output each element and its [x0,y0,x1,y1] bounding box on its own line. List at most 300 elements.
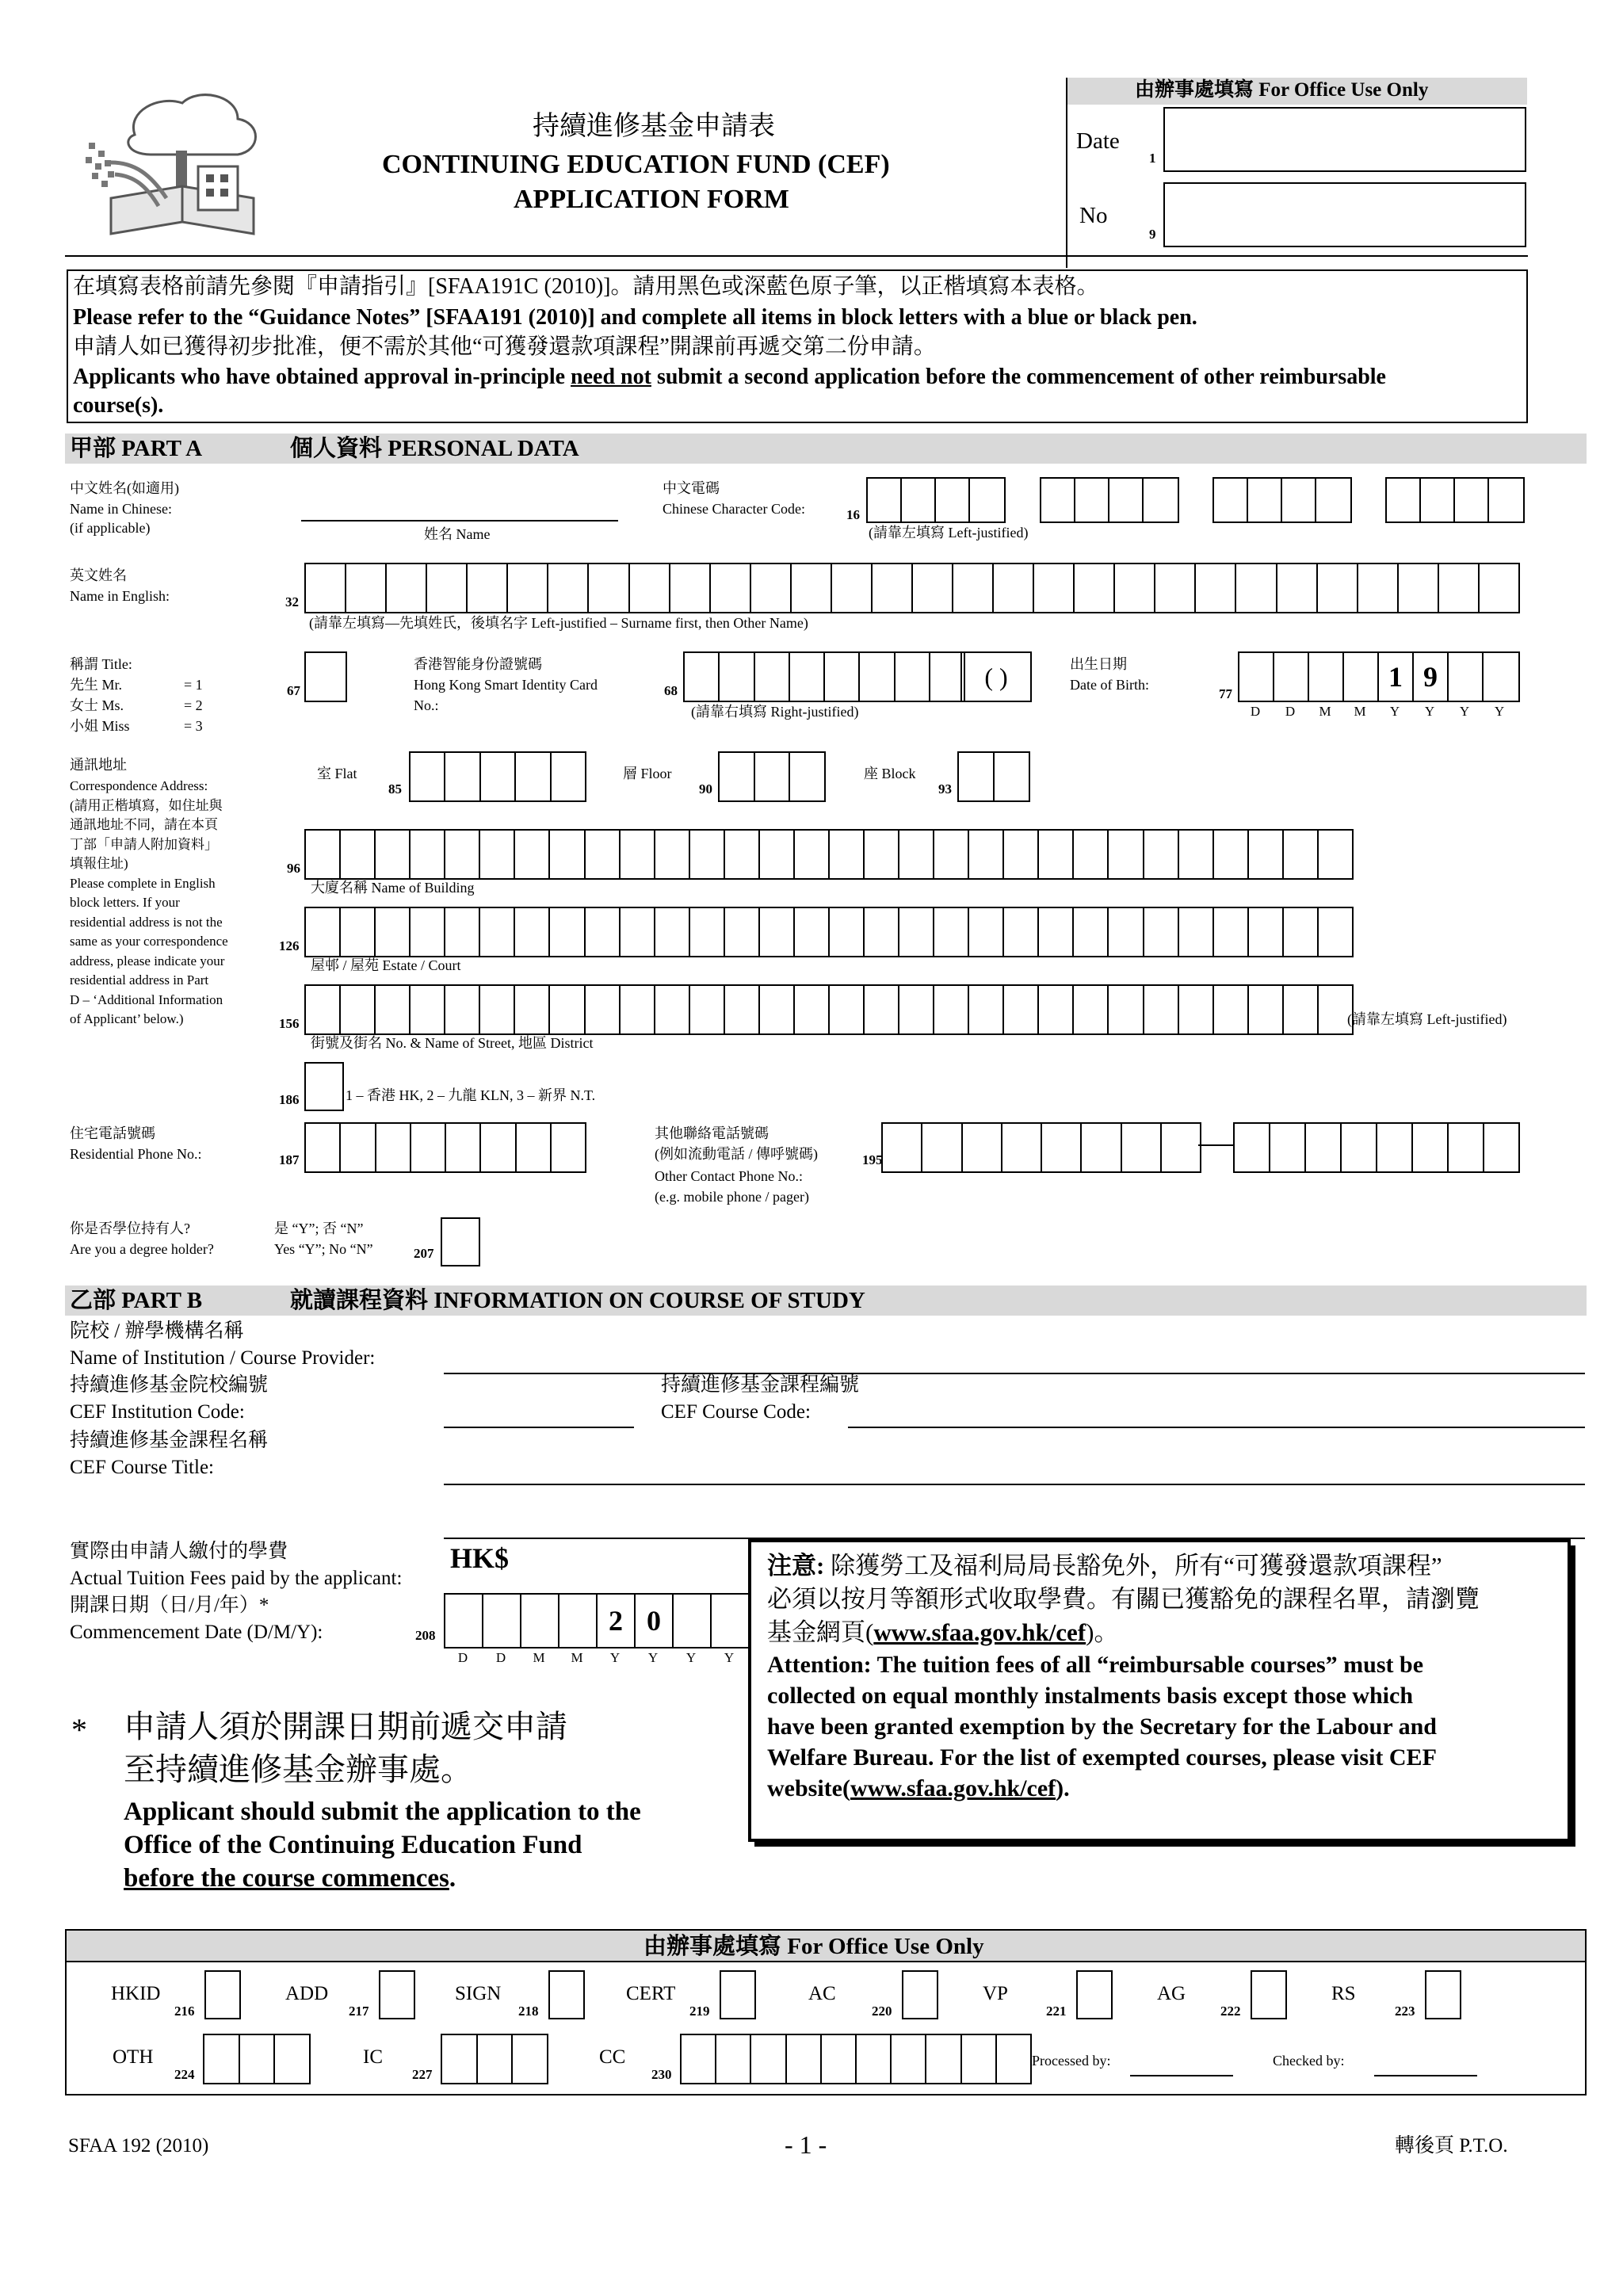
char-cell[interactable] [685,653,720,701]
dob-letter: Y [1494,704,1505,719]
office-date-field[interactable] [1163,107,1526,172]
char-cell[interactable] [508,564,548,612]
char-cell[interactable] [1319,831,1352,878]
course-title-field-1[interactable] [444,1484,1585,1485]
char-cell[interactable] [515,831,550,878]
block-label: 座 Block [864,766,916,781]
char-cell[interactable] [1144,986,1179,1033]
char-cell[interactable] [690,908,725,956]
char-cell[interactable] [480,986,515,1033]
char-cell[interactable] [306,908,341,956]
char-cell[interactable] [346,564,387,612]
char-cell[interactable] [1484,1124,1518,1171]
office-check-box[interactable] [204,1970,241,2019]
char-cell[interactable] [341,831,376,878]
hkid-check-digit-box[interactable] [960,651,1032,702]
char-cell[interactable] [306,1124,341,1171]
char-cell[interactable] [1284,831,1319,878]
fees-label-en: Actual Tuition Fees paid by the applicant: [70,1568,403,1589]
char-cell[interactable] [1214,831,1249,878]
cc-label: CC [599,2046,626,2068]
title-miss: 小姐 Miss [70,718,130,734]
title-box[interactable] [304,651,347,702]
char-cell[interactable] [830,986,865,1033]
char-cell[interactable] [306,564,346,612]
addr-desc-line: D – ‘Additional Information [70,991,223,1007]
cc-boxes[interactable] [680,2034,1032,2084]
char-cell[interactable] [548,564,589,612]
char-cell[interactable] [1002,1124,1042,1171]
name-zh-field[interactable] [301,520,618,521]
char-cell[interactable] [1319,908,1352,956]
char-cell[interactable] [997,2035,1030,2083]
course-code-field[interactable] [848,1427,1585,1428]
char-cell[interactable] [1179,908,1214,956]
char-cell[interactable] [760,986,795,1033]
commence-code: 208 [415,1628,436,1643]
char-cell[interactable] [1249,908,1284,956]
office-no-field[interactable] [1163,182,1526,247]
char-cell[interactable] [376,908,411,956]
char-cell[interactable] [857,2035,892,2083]
char-cell[interactable] [725,908,760,956]
char-cell[interactable] [550,831,585,878]
char-cell[interactable] [275,2035,309,2083]
office-check-label: CERT [626,1983,676,2004]
submit-en-3: before the course commences [124,1864,449,1893]
dob-letter: Y [1389,704,1400,719]
street-boxes[interactable] [304,984,1354,1035]
char-cell[interactable] [1004,831,1039,878]
char-cell[interactable] [552,1124,585,1171]
fees-currency: HK$ [450,1542,510,1574]
char-cell[interactable] [1284,986,1319,1033]
part-a-heading-right: 個人資料 PERSONAL DATA [290,436,579,461]
char-cell[interactable] [1236,564,1277,612]
char-cell[interactable] [586,908,621,956]
char-cell[interactable] [1399,564,1439,612]
char-cell[interactable] [1042,1124,1082,1171]
char-cell[interactable] [969,831,1004,878]
char-cell[interactable] [1082,1124,1121,1171]
hkid-check-digit: ( ) [984,662,1008,691]
char-cell[interactable] [969,908,1004,956]
char-cell[interactable] [446,1124,481,1171]
char-cell[interactable] [516,753,551,800]
char-cell[interactable] [306,1064,342,1110]
char-cell[interactable] [865,986,899,1033]
processed-by-field[interactable] [1130,2075,1233,2076]
attention-en-line-3: have been granted exemption by the Secretary for the Labour and [767,1713,1437,1740]
inst-code-label-zh: 持續進修基金院校編號 [70,1374,269,1396]
char-cell[interactable] [306,831,341,878]
char-cell[interactable] [306,653,346,701]
char-cell[interactable] [899,831,934,878]
char-cell[interactable] [655,986,690,1033]
other-phone-label-1: 其他聯絡電話號碼 [655,1125,769,1141]
attention-en-line-4: Welfare Bureau. For the list of exempted courses, please visit CEF [767,1744,1437,1771]
course-code-label-en: CEF Course Code: [661,1401,811,1423]
char-cell[interactable] [1039,831,1074,878]
char-cell[interactable] [1214,986,1249,1033]
char-cell[interactable] [515,986,550,1033]
char-cell[interactable] [1109,908,1144,956]
title-ms: 女士 Ms. [70,697,124,713]
char-cell[interactable] [865,831,899,878]
char-cell[interactable] [926,2035,961,2083]
char-cell[interactable] [1004,986,1039,1033]
note-line-3: 申請人如已獲得初步批准，便不需於其他“可獲發還款項課程”開課前再遞交第二份申請。 [73,334,936,359]
char-cell[interactable] [913,564,953,612]
district-code: 186 [279,1092,300,1107]
char-cell[interactable] [899,986,934,1033]
char-cell[interactable] [513,2035,547,2083]
char-cell[interactable] [670,564,711,612]
addr-description [70,777,268,1030]
char-cell[interactable] [621,986,655,1033]
char-cell[interactable] [1039,908,1074,956]
char-cell[interactable] [716,2035,751,2083]
name-en-label-2: Name in English: [70,588,170,604]
char-cell[interactable] [760,908,795,956]
office-check-label: HKID [111,1983,161,2004]
submit-en-line-2: Office of the Continuing Education Fund [124,1831,582,1859]
char-cell[interactable] [1004,908,1039,956]
inst-code-field[interactable] [444,1427,634,1428]
degree-box[interactable] [441,1217,480,1266]
char-cell[interactable] [411,1124,446,1171]
char-cell[interactable] [720,653,754,701]
char-cell[interactable] [411,908,445,956]
ccc-boxes-2[interactable] [1040,477,1179,523]
oth-boxes[interactable] [203,2034,311,2084]
char-cell[interactable] [953,564,994,612]
char-cell[interactable] [934,831,969,878]
char-cell[interactable] [1277,564,1318,612]
part-b-heading-left: 乙部 PART B [70,1288,203,1313]
char-cell[interactable] [1214,908,1249,956]
char-cell[interactable] [1109,986,1144,1033]
char-cell[interactable] [1270,1124,1306,1171]
ic-label: IC [363,2046,383,2068]
office-check-box[interactable] [379,1970,415,2019]
char-cell[interactable] [725,831,760,878]
title-en-1: CONTINUING EDUCATION FUND (CEF) [382,150,890,179]
char-cell[interactable] [411,753,445,800]
char-cell[interactable] [711,564,751,612]
office-check-code: 216 [174,2004,195,2019]
char-cell[interactable] [760,831,795,878]
name-en-code: 32 [285,594,299,609]
char-cell[interactable] [445,753,480,800]
char-cell[interactable] [1179,986,1214,1033]
char-cell[interactable] [720,753,755,800]
char-cell[interactable] [969,986,1004,1033]
char-cell[interactable] [621,831,655,878]
char-cell[interactable] [445,831,480,878]
char-cell[interactable] [1115,564,1155,612]
char-cell[interactable] [922,1124,962,1171]
char-cell[interactable] [1074,831,1109,878]
char-cell[interactable] [1318,564,1358,612]
char-cell[interactable] [376,831,411,878]
char-cell[interactable] [1249,831,1284,878]
office-check-box[interactable] [720,1970,756,2019]
char-cell[interactable] [376,986,411,1033]
commence-label-en: Commencement Date (D/M/Y): [70,1622,323,1643]
attention-box-shadow-right [1571,1545,1575,1847]
dob-label-1: 出生日期 [1070,656,1127,672]
office-use-panel-label: 由辦事處填寫 For Office Use Only [643,1934,984,1959]
char-cell[interactable] [1109,831,1144,878]
char-cell[interactable] [962,2035,997,2083]
char-cell[interactable] [963,1124,1002,1171]
attention-en-line-1: Attention: The tuition fees of all “reimbursable courses” must be [767,1652,1424,1678]
char-cell[interactable] [306,986,341,1033]
char-cell[interactable] [790,753,824,800]
char-cell[interactable] [1122,1124,1162,1171]
commence-boxes[interactable] [444,1593,751,1648]
char-cell[interactable] [825,653,860,701]
floor-boxes[interactable] [718,751,826,802]
ccc-boxes-3[interactable] [1212,477,1352,523]
char-cell[interactable] [1358,564,1399,612]
ccc-note: (請靠左填寫 Left-justified) [869,525,1029,541]
char-cell[interactable] [1144,908,1179,956]
char-cell[interactable] [1377,1124,1413,1171]
ccc-label-1: 中文電碼 [663,480,720,496]
attention-zh-line-2: 必須以按月等額形式收取學費。有關已獲豁免的課程名單，請瀏覽 [767,1585,1480,1613]
char-cell[interactable] [517,1124,552,1171]
char-cell[interactable] [755,753,791,800]
degree-label-2: Are you a degree holder? [70,1241,214,1257]
char-cell[interactable] [792,564,832,612]
char-cell[interactable] [934,986,969,1033]
char-cell[interactable] [445,986,480,1033]
attention-zh-link[interactable]: www.sfaa.gov.hk/cef [873,1618,1086,1646]
char-cell[interactable] [630,564,670,612]
note-line-4-need-not: need not [571,365,651,389]
char-cell[interactable] [586,831,621,878]
char-cell[interactable] [411,986,445,1033]
char-cell[interactable] [883,1124,922,1171]
char-cell[interactable] [832,564,873,612]
attention-en-line-5 [767,1775,1070,1803]
char-cell[interactable] [751,2035,786,2083]
name-en-label-1: 英文姓名 [70,567,127,583]
char-cell[interactable] [751,564,792,612]
cc-code: 230 [651,2067,672,2082]
char-cell[interactable] [725,986,760,1033]
hkid-boxes[interactable] [683,651,965,702]
char-cell[interactable] [795,986,830,1033]
char-cell[interactable] [1342,1124,1377,1171]
course-code-label-zh: 持續進修基金課程編號 [661,1374,860,1396]
char-cell[interactable] [860,653,895,701]
char-cell[interactable] [1196,564,1236,612]
commence-year-digit-1: 2 [598,1595,636,1647]
attention-box-shadow-bottom [754,1842,1575,1847]
ccc-boxes-1[interactable] [866,477,1006,523]
char-cell[interactable] [480,908,515,956]
char-cell[interactable] [896,653,930,701]
char-cell[interactable] [550,908,585,956]
char-cell[interactable] [1306,1124,1342,1171]
char-cell[interactable] [959,753,995,800]
commence-label-zh: 開課日期（日/月/年）* [70,1595,269,1616]
char-cell[interactable] [1155,564,1196,612]
other-phone-boxes[interactable] [881,1122,1201,1173]
char-cell[interactable] [830,831,865,878]
char-cell[interactable] [1449,1124,1484,1171]
res-phone-boxes[interactable] [304,1122,586,1173]
processed-by-label: Processed by: [1032,2053,1111,2069]
estate-boxes[interactable] [304,907,1354,957]
char-cell[interactable] [1439,564,1480,612]
ic-boxes[interactable] [441,2034,548,2084]
char-cell[interactable] [930,653,964,701]
office-check-box[interactable] [1425,1970,1461,2019]
char-cell[interactable] [1235,1124,1270,1171]
cef-logo [79,87,285,246]
char-cell[interactable] [552,753,585,800]
estate-code: 126 [279,938,300,953]
char-cell[interactable] [341,986,376,1033]
char-cell[interactable] [480,831,515,878]
title-en-2: APPLICATION FORM [514,185,789,214]
dob-letter-row [1238,704,1517,720]
char-cell[interactable] [515,908,550,956]
attention-en-link[interactable]: www.sfaa.gov.hk/cef [850,1775,1056,1801]
district-box[interactable] [304,1062,344,1111]
title-ms-value: = 2 [184,697,203,713]
attention-zh-rest: 除獲勞工及福利局局長豁免外，所有“可獲發還款項課程” [824,1552,1442,1580]
char-cell[interactable] [822,2035,857,2083]
char-cell[interactable] [682,2035,716,2083]
building-boxes[interactable] [304,829,1354,880]
char-cell[interactable] [1480,564,1518,612]
char-cell[interactable] [589,564,629,612]
char-cell[interactable] [1284,908,1319,956]
char-cell[interactable] [1034,564,1075,612]
char-cell[interactable] [586,986,621,1033]
office-check-label: AG [1157,1983,1186,2004]
char-cell[interactable] [1074,986,1109,1033]
char-cell[interactable] [1179,831,1214,878]
date-code: 1 [1149,151,1156,166]
name-en-boxes[interactable] [304,563,1520,613]
char-cell[interactable] [934,908,969,956]
char-cell[interactable] [795,831,830,878]
char-cell[interactable] [690,986,725,1033]
checked-by-field[interactable] [1374,2075,1477,2076]
office-check-box[interactable] [902,1970,938,2019]
addr-desc-line: 丁部「申請人附加資料」 [70,836,218,852]
degree-option-2: Yes “Y”; No “N” [274,1241,373,1257]
office-check-box[interactable] [1076,1970,1113,2019]
dob-letter: M [1354,704,1366,719]
char-cell[interactable] [1144,831,1179,878]
char-cell[interactable] [468,564,508,612]
office-check-label: ADD [285,1983,329,2004]
char-cell[interactable] [442,1219,479,1265]
res-phone-code: 187 [279,1152,300,1167]
char-cell[interactable] [621,908,655,956]
char-cell[interactable] [1249,986,1284,1033]
dob-boxes[interactable] [1238,651,1520,702]
office-check-box[interactable] [1251,1970,1287,2019]
char-cell[interactable] [655,831,690,878]
char-cell[interactable] [427,564,468,612]
char-cell[interactable] [795,908,830,956]
char-cell[interactable] [787,2035,822,2083]
char-cell[interactable] [478,2035,514,2083]
char-cell[interactable] [481,753,516,800]
char-cell[interactable] [411,831,445,878]
char-cell[interactable] [481,1124,516,1171]
office-check-code: 217 [349,2004,369,2019]
char-cell[interactable] [1074,908,1109,956]
char-cell[interactable] [1162,1124,1200,1171]
block-boxes[interactable] [957,751,1030,802]
char-cell[interactable] [995,753,1029,800]
char-cell[interactable] [790,653,825,701]
char-cell[interactable] [830,908,865,956]
char-cell[interactable] [892,2035,926,2083]
street-note: (請靠左填寫 Left-justified) [1347,1011,1507,1027]
char-cell[interactable] [1075,564,1115,612]
char-cell[interactable] [655,908,690,956]
char-cell[interactable] [341,1124,376,1171]
building-caption: 大廈名稱 Name of Building [311,880,475,896]
res-phone-label-2: Residential Phone No.: [70,1146,202,1162]
char-cell[interactable] [755,653,790,701]
char-cell[interactable] [204,2035,240,2083]
commence-letter: M [533,1650,545,1665]
office-check-box[interactable] [548,1970,585,2019]
inst-field[interactable] [444,1373,1585,1374]
char-cell[interactable] [376,1124,411,1171]
char-cell[interactable] [387,564,427,612]
char-cell[interactable] [550,986,585,1033]
flat-code: 85 [388,781,402,797]
char-cell[interactable] [865,908,899,956]
char-cell[interactable] [873,564,913,612]
char-cell[interactable] [690,831,725,878]
char-cell[interactable] [445,908,480,956]
flat-label: 室 Flat [317,766,357,781]
char-cell[interactable] [240,2035,276,2083]
title-mr: 先生 Mr. [70,677,123,693]
office-check-label: RS [1331,1983,1356,2004]
hkid-label-1: 香港智能身份證號碼 [414,656,542,672]
char-cell[interactable] [341,908,376,956]
char-cell[interactable] [1039,986,1074,1033]
office-check-label: SIGN [455,1983,502,2004]
title-mr-value: = 1 [184,677,203,693]
char-cell[interactable] [1413,1124,1449,1171]
office-use-top-divider [1066,78,1067,268]
other-phone-ext-boxes[interactable] [1233,1122,1520,1173]
addr-desc-line: residential address is not the [70,914,223,930]
flat-boxes[interactable] [409,751,586,802]
char-cell[interactable] [899,908,934,956]
char-cell[interactable] [994,564,1034,612]
char-cell[interactable] [442,2035,478,2083]
attention-en-line-2: collected on equal monthly instalments basis except those which [767,1683,1414,1709]
date-label: Date [1076,128,1120,154]
ccc-boxes-4[interactable] [1385,477,1525,523]
